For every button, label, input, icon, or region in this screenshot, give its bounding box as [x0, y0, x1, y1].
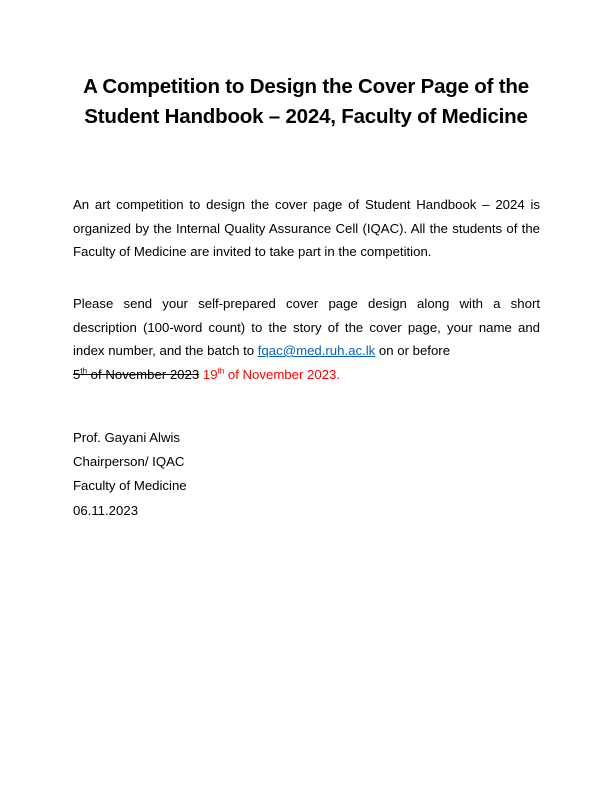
title-line-2: Student Handbook – 2024, Faculty of Medicine [84, 105, 528, 128]
email-link[interactable]: fqac@med.ruh.ac.lk [257, 343, 376, 358]
signature-block [73, 426, 187, 523]
new-deadline-day: 19 [202, 366, 218, 382]
deadline-connector: on or before [375, 343, 451, 358]
signatory-name: Prof. Gayani Alwis [73, 430, 181, 445]
old-deadline-suffix: th [80, 366, 88, 376]
new-deadline-rest: of November 2023. [224, 366, 341, 382]
old-deadline [73, 367, 199, 382]
submission-instructions: Please send your self-prepared cover page design along with a short description (100-word count) to the story of the cover page, your name and index number, and the batch to [73, 296, 540, 358]
title-line-1: A Competition to Design the Cover Page of the [83, 75, 529, 98]
new-deadline-suffix: th [217, 366, 225, 376]
old-deadline-day: 5 [73, 366, 81, 382]
submission-paragraph [73, 292, 540, 386]
old-deadline-rest: of November 2023 [87, 366, 200, 382]
new-deadline [203, 367, 340, 382]
signatory-faculty: Faculty of Medicine [73, 478, 187, 494]
document-date: 06.11.2023 [73, 502, 139, 518]
document-title [40, 72, 572, 132]
announcement-paragraph: An art competition to design the cover page of Student Handbook – 2024 is organized by the Internal Quality Assurance Cell (IQAC). All the students of the Faculty of Medicine are invited to take part in the competition. [73, 197, 540, 259]
signatory-position: Chairperson/ IQAC [73, 454, 185, 470]
